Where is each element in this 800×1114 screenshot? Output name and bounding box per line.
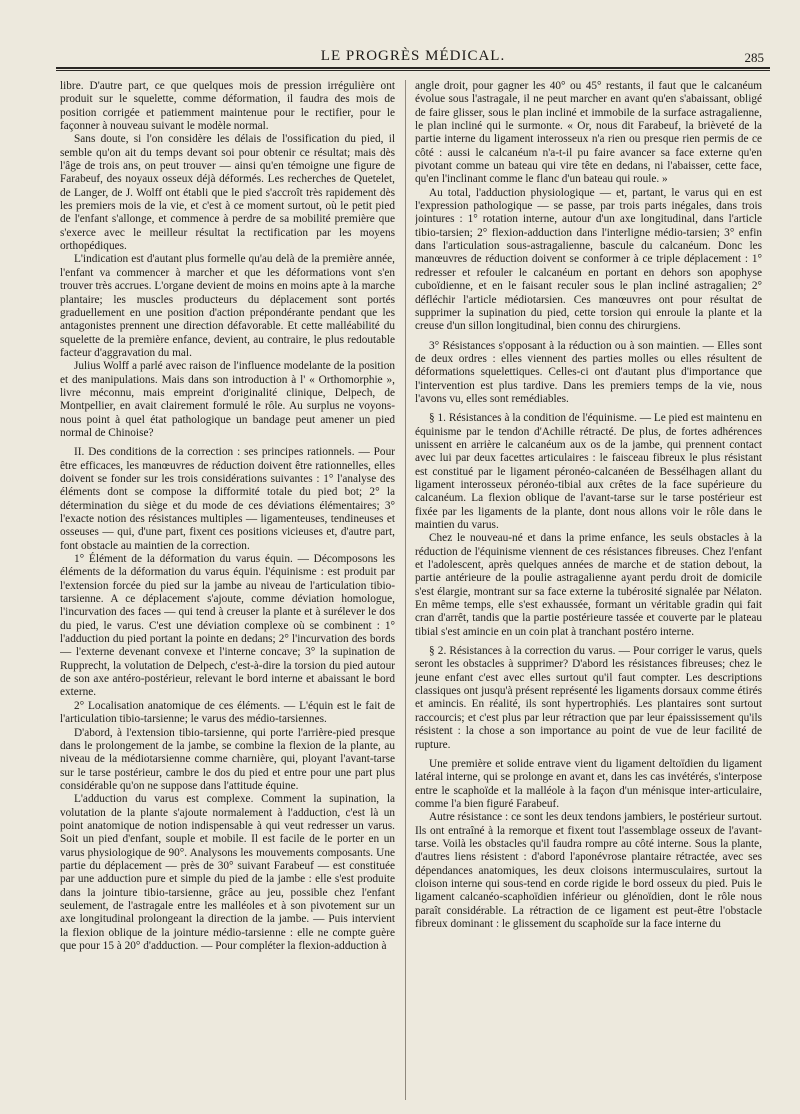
paragraph: 1° Élément de la déformation du varus équin. — Décomposons les éléments de la déformation du varus équin. l'équinisme : est produit par l'extension forcée du pied sur la jambe au niveau de l'articulation tibio-tarsienne. A ce déplacement s'ajoute, comme déviation homologue, l'incurvation des faces — qui tend à creuser la plante et à surélever le dos du pied, le varus. C'est une déviation complexe où se combinent : 1° l'adduction du pied portant la pointe en dedans; 2° l'incurvation des bords — l'externe devenant convexe et l'interne concave; 3° la supination de Rupprecht, la volutation de Delpech, c'est-à-dire la torsion du pied autour de son axe antéro-postérieur, relevant le bord interne et abaissant le bord externe. bbox=[60, 553, 395, 699]
column-divider bbox=[405, 80, 406, 1100]
paragraph: L'adduction du varus est complexe. Comment la supination, la volutation de la plante s'ajoute normalement à l'adduction, c'est là un point anatomique de notion indispensable à qui veut redresser un varus. Soit un pied d'enfant, souple et mobile. Il est facile de le porter en un varus physiologique de 90°. Analysons les mouvements composants. Une partie du déplacement — près de 30° suivant Farabeuf — est constituée par une adduction pure et simple du pied de la jambe : elle s'est produite dans la jointure tibio-tarsienne, grâce au jeu, possible chez l'enfant seulement, de l'astragale entre les malléoles et à son pivotement sur un axe longitudinal prolongeant la direction de la jambe. — Puis intervient la flexion oblique de la jointure médio-tarsienne : elle ne compte guère que pour 15 à 20° d'adduction. — Pour compléter la flexion-adduction à bbox=[60, 793, 395, 952]
paragraph: 2° Localisation anatomique de ces éléments. — L'équin est le fait de l'articulation tibio-tarsienne; le varus des médio-tarsiennes. bbox=[60, 699, 395, 726]
paragraph: L'indication est d'autant plus formelle qu'au delà de la première année, l'enfant va commencer à marcher et que les déformations vont s'en trouver très accrues. L'organe devient de moins en moins apte à la marche plantaire; les muscles producteurs du déplacement sont portés graduellement en une position d'action prépondérante pendant que les antagonistes prennent une direction défavorable. Et cette malléabilité du squelette de la première enfance, devient, au contraire, le plus redoutable facteur d'aggravation du mal. bbox=[60, 253, 395, 359]
paragraph: Une première et solide entrave vient du ligament deltoïdien du ligament latéral interne, qui se prolonge en avant et, dans les cas invétérés, s'interpose entre le scaphoïde et la malléole à la façon d'un ménisque inter-articulaire, comme l'a bien figuré Farabeuf. bbox=[415, 757, 762, 810]
paragraph: Julius Wolff a parlé avec raison de l'influence modelante de la position et des manipulations. Mais dans son introduction à l' « Orthomorphie », livre méconnu, mais empreint d'originalité clinique, Delpech, de Montpellier, en avait clairement formulé le rôle. Au surplus ne voyons-nous point à quel état pathologique un bandage peut amener un pied normal de Chinoise? bbox=[60, 360, 395, 439]
running-title: LE PROGRÈS MÉDICAL. bbox=[320, 48, 506, 64]
paragraph: Au total, l'adduction physiologique — et, partant, le varus qui en est l'expression pathologique — se passe, par trois parts inégales, dans trois jointures : 1° rotation interne, autour d'un axe longitudinal, dans l'article tibio-tarsien; 2° flexion-adduction dans l'interligne médio-tarsien; 3° enfin dans l'articulation sous-astragalienne, bascule du calcanéum. Donc les manœuvres de réduction doivent se conformer à ce triple déplacement : 1° redresser et refouler le calcanéum en portant en dehors son apophyse cuboïdienne, et en le faisant reculer sous le plan incliné astragalien; 2° défléchir l'article médiotarsien. Ces manœuvres ont pour résultat de supprimer la supination du pied, cette torsion qui enroule la plante et la creuse d'un sillon longitudinal, bien connu des chirurgiens. bbox=[415, 186, 762, 333]
section-paragraph: II. Des conditions de la correction : ses principes rationnels. — Pour être efficaces, les manœuvres de réduction doivent être rationnelles, elles doivent se fonder sur les trois considérations suivantes : 1° l'analyse des éléments dont se compose la difformité totale du pied bot; 2° la détermination du siège et du mode de ces déviations élémentaires; 3° l'exacte notion des résistances multiples — ligamenteuses, tendineuses et osseuses — qui, d'une part, fixent ces positions vicieuses et, d'autre part, font obstacle au maintien de la correction. bbox=[60, 446, 395, 552]
paragraph: libre. D'autre part, ce que quelques mois de pression irrégulière ont produit sur le squelette, comme déformation, il faudra des mois de position corrigée et patiemment maintenue pour le rectifier, pour le façonner à nouveau suivant le modèle normal. bbox=[60, 80, 395, 133]
header-rule bbox=[56, 67, 770, 71]
page-number: 285 bbox=[744, 50, 764, 65]
page-header bbox=[56, 44, 770, 66]
paragraph: § 1. Résistances à la condition de l'équinisme. — Le pied est maintenu en équinisme par le tendon d'Achille rétracté. De plus, de fortes adhérences unissent en arrière le calcanéum aux os de la jambe, qui prennent contact avec lui par deux facettes articulaires : le faisceau fibreux le plus résistant est constitué par le ligament péronéo-calcanéen de Bessélhagen allant du ligament interosseux péronéo-tibial aux crêtes de la face supérieure du calcanéum. La flexion oblique de l'avant-tarse sur le tarse postérieur est fixée par les ligaments de la plante, dont nous allons voir le rôle dans le maintien du varus. bbox=[415, 412, 762, 531]
paragraph: angle droit, pour gagner les 40° ou 45° restants, il faut que le calcanéum évolue sous l'astragale, il ne peut marcher en avant qu'en s'abaissant, obligé de faire glisser, sous le plan incliné et immobile de la surface astragalienne, le plan incliné qui le surmonte. « Or, nous dit Farabeuf, la brièveté de la partie interne du ligament interosseux n'a rien ou presque rien permis de ce côté : aussi le calcanéum n'a-t-il pu faire avancer sa face externe qu'en pivotant comme un bateau qui vire tête en dedans, ni l'abaisser, cette face, qu'en l'inclinant comme le flanc d'un bateau qui roule. » bbox=[415, 80, 762, 186]
paragraph: § 2. Résistances à la correction du varus. — Pour corriger le varus, quels seront les obstacles à supprimer? D'abord les résistances fibreuses; chez le jeune enfant c'est avec elles surtout qu'il faut compter. Les descriptions classiques ont jusqu'à présent représenté les ligaments dorsaux comme étirés et amincis. En réalité, ils sont hypertrophiés. Les plantaires sont surtout raccourcis; et c'est plus par leur rétraction que par leur épaississement qu'ils résistent : la chose a son importance au point de vue de leur facilité de rupture. bbox=[415, 645, 762, 751]
paragraph: Chez le nouveau-né et dans la prime enfance, les seuls obstacles à la réduction de l'équinisme viennent de ces résistances fibreuses. Chez l'enfant et l'adolescent, après quelques années de marche et de station debout, la partie antérieure de la poulie astragalienne ayant perdu droit de domicile s'est élargie, montrant sur sa face externe la tubérosité signalée par Nélaton. En même temps, elle s'est exhaussée, formant un véritable gradin qui fait cran d'arrêt, tandis que la partie postérieure tassée et couverte par le plateau tibial s'est amincie en un coin plat à tranchant postéro interne. bbox=[415, 532, 762, 638]
paragraph: D'abord, à l'extension tibio-tarsienne, qui porte l'arrière-pied presque dans le prolongement de la jambe, se combine la flexion de la plante, au niveau de la médiotarsienne comme charnière, qui, ployant l'avant-tarse sur le tarse postérieur, cambre le dos du pied et entre pour une part plus considérable qu'on ne suppose dans l'attitude équine. bbox=[60, 726, 395, 792]
left-column bbox=[60, 80, 395, 1106]
paragraph: Autre résistance : ce sont les deux tendons jambiers, le postérieur surtout. Ils ont entraîné à la remorque et fixent tout l'assemblage osseux de l'avant-tarse. Voilà les obstacles qu'il faudra rompre au côté interne. Sous la plante, d'autres liens résistent : d'abord l'aponévrose plantaire rétractée, avec ses dépendances anatomiques, les deux cloisons intermusculaires, surtout la cloison interne qui sous-tend en corde rigide le bord osseux du pied. Puis le ligament calcanéo-scaphoïdien inférieur ou glénoïdien, dont le rôle nous paraît considérable. La rétraction de ce ligament est peut-être l'obstacle fibreux dominant : le glissement du scaphoïde sur la face interne du bbox=[415, 811, 762, 930]
paragraph: Sans doute, si l'on considère les délais de l'ossification du pied, il semble qu'on ait du temps devant soi pour obtenir ce résultat; mais dès l'âge de trois ans, on peut trouver — ainsi qu'en témoigne une figure de Farabeuf, des noyaux osseux déjà déformés. Les recherches de Quetelet, de Langer, de J. Wolff ont établi que le pied s'accroît très rapidement dès les premiers mois de la vie, et c'est à ce moment surtout, où le petit pied de l'enfant s'allonge, et commence à perdre de sa mobilité première que s'exerce avec le meilleur résultat la rectification par les moyens orthopédiques. bbox=[60, 133, 395, 253]
paragraph: 3° Résistances s'opposant à la réduction ou à son maintien. — Elles sont de deux ordres : elles viennent des parties molles ou elles résultent de déformations squelettiques. Celles-ci ont d'autant plus d'importance que l'intervention est plus tardive. Dans les premiers temps de la vie, nous l'avons vu, elles sont remédiables. bbox=[415, 339, 762, 405]
right-column bbox=[415, 80, 762, 1106]
